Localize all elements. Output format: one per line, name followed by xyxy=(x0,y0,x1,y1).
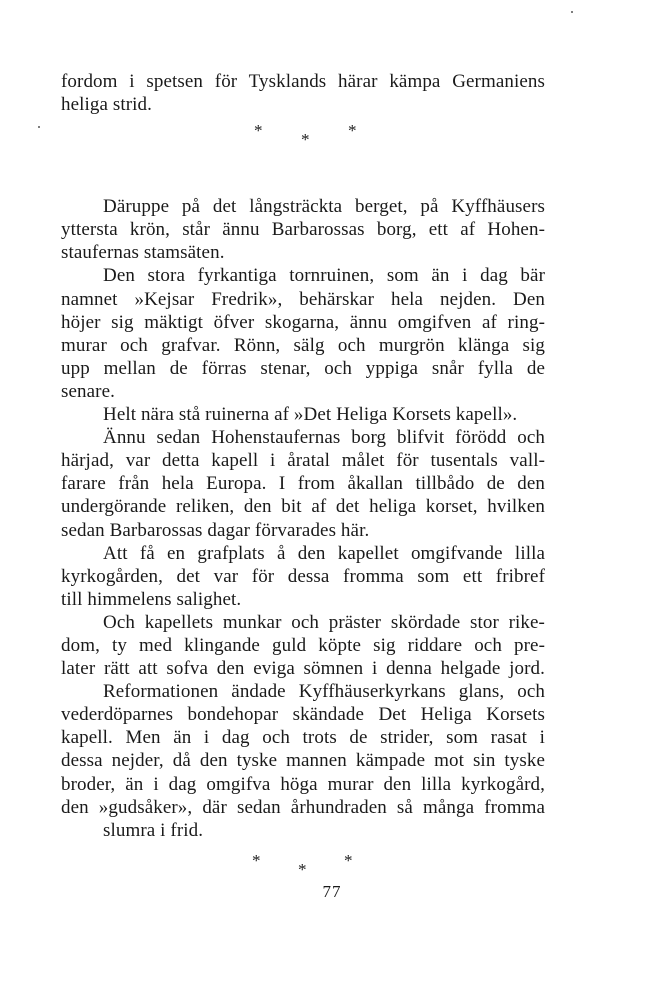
page-number: 77 xyxy=(322,882,342,901)
text-line: slumra i frid. xyxy=(103,819,204,841)
paragraph-1 xyxy=(61,195,545,264)
paragraph-5 xyxy=(61,542,545,611)
page-text xyxy=(61,70,545,882)
text-line: yttersta krön, står ännu Barbarossas borg, ett af Hohen- xyxy=(61,219,545,241)
text-line: kyrkogården, det var för dessa fromma som ett fribref xyxy=(61,565,545,587)
section-separator-2 xyxy=(61,842,545,882)
section-separator-1 xyxy=(61,116,545,176)
text-line: namnet »Kejsar Fredrik», behärskar hela nejden. Den xyxy=(61,288,545,310)
text-line: Den stora fyrkantiga tornruinen, som än i dag bär xyxy=(103,265,545,287)
text-line: den »gudsåker», där sedan århundraden så många fromma xyxy=(61,796,545,818)
text-line: farare från hela Europa. I from åkallan tillbådo de den xyxy=(61,473,545,495)
text-line: sedan Barbarossas dagar förvarades här. xyxy=(61,519,370,541)
text-line: kapell. Men än i dag och trots de strider, som rasat i xyxy=(61,727,545,749)
separator-star: * xyxy=(298,859,307,879)
text-line: undergörande reliken, den bit af det heliga korset, hvilken xyxy=(61,496,545,518)
text-line: vederdöparnes bondehopar skändade Det Heliga Korsets xyxy=(61,704,545,726)
separator-star: * xyxy=(348,121,357,141)
separator-star: * xyxy=(252,850,261,870)
text-line: senare. xyxy=(61,380,115,402)
text-line: Helt nära stå ruinerna af »Det Heliga Korsets kapell». xyxy=(103,404,518,426)
scan-speck xyxy=(571,11,573,13)
paragraph-6 xyxy=(61,611,545,680)
separator-star: * xyxy=(301,130,310,150)
text-line: Däruppe på det långsträckta berget, på Kyffhäusers xyxy=(103,196,545,218)
text-line: höjer sig mäktigt öfver skogarna, ännu omgifven af ring- xyxy=(61,311,545,333)
separator-star: * xyxy=(254,121,263,141)
text-line: staufernas stamsäten. xyxy=(61,242,225,264)
separator-star: * xyxy=(344,850,353,870)
text-line: Ännu sedan Hohenstaufernas borg blifvit förödd och xyxy=(103,427,545,449)
text-line: Reformationen ändade Kyffhäuserkyrkans glans, och xyxy=(103,681,545,703)
paragraph-0 xyxy=(61,70,545,116)
text-line: Att få en grafplats å den kapellet omgifvande lilla xyxy=(103,542,545,564)
paragraph-3 xyxy=(61,403,545,426)
text-line: dessa nejder, då den tyske mannen kämpade mot sin tyske xyxy=(61,750,545,772)
paragraph-2 xyxy=(61,264,545,403)
text-line: dom, ty med klingande guld köpte sig riddare och pre- xyxy=(61,634,545,656)
scan-speck xyxy=(38,126,40,128)
text-line: upp mellan de förras stenar, och yppiga snår fylla de xyxy=(61,357,545,379)
text-line: härjad, var detta kapell i åratal målet för tusentals vall- xyxy=(61,450,545,472)
text-line: till himmelens salighet. xyxy=(61,588,242,610)
paragraph-4 xyxy=(61,426,545,541)
text-line: heliga strid. xyxy=(61,94,153,116)
text-line: fordom i spetsen för Tysklands härar kämpa Germaniens xyxy=(61,71,545,92)
text-line: broder, än i dag omgifva höga murar den lilla kyrkogård, xyxy=(61,773,545,795)
text-line: murar och grafvar. Rönn, sälg och murgrön klänga sig xyxy=(61,334,545,356)
text-line: later rätt att sofva den eviga sömnen i denna helgade jord. xyxy=(61,658,545,680)
text-line: Och kapellets munkar och präster skördade stor rike- xyxy=(103,611,545,633)
paragraph-7 xyxy=(61,680,545,842)
